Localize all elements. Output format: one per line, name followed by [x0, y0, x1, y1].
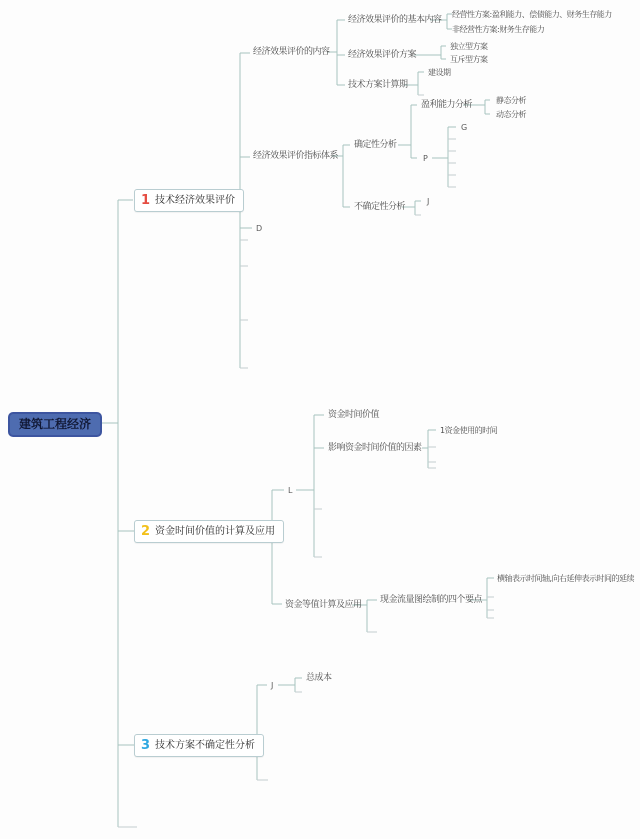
node-placeholder-j1[interactable]: J: [427, 197, 430, 206]
node-dynamic-analysis[interactable]: 动态分析: [496, 110, 526, 119]
node-independent-plan[interactable]: 独立型方案: [450, 42, 488, 51]
node-operational-plan[interactable]: 经营性方案:盈利能力、偿债能力、财务生存能力: [452, 10, 612, 19]
node-fund-use-time[interactable]: 1资金使用的时间: [440, 426, 498, 435]
branch-1-label: 技术经济效果评价: [155, 195, 236, 206]
branch-3-number: 3: [141, 738, 151, 753]
branch-2-number: 2: [141, 524, 151, 539]
node-cashflow-points[interactable]: 现金流量图绘制的四个要点: [380, 595, 483, 605]
branch-1-box[interactable]: [134, 189, 244, 212]
branch-3-label: 技术方案不确定性分析: [155, 740, 256, 751]
node-equivalence-calc[interactable]: 资金等值计算及应用: [285, 600, 362, 610]
node-eval-plan[interactable]: 经济效果评价方案: [348, 50, 417, 60]
node-placeholder-d[interactable]: D: [256, 224, 263, 233]
branch-2-label: 资金时间价值的计算及应用: [155, 526, 276, 537]
node-mutex-plan[interactable]: 互斥型方案: [450, 55, 488, 64]
node-static-analysis[interactable]: 静态分析: [496, 96, 526, 105]
node-placeholder-l[interactable]: L: [288, 486, 293, 495]
node-total-cost[interactable]: 总成本: [306, 673, 332, 683]
node-eval-content[interactable]: 经济效果评价的内容: [253, 47, 330, 57]
branch-connectors: [92, 14, 494, 827]
node-horizontal-axis[interactable]: 横轴表示时间轴,向右延伸表示时间的延续: [497, 574, 635, 583]
node-calc-period[interactable]: 技术方案计算期: [348, 80, 408, 90]
node-eval-basic[interactable]: 经济效果评价的基本内容: [348, 15, 442, 25]
node-time-value[interactable]: 资金时间价值: [328, 410, 380, 420]
node-placeholder-j2[interactable]: J: [271, 681, 274, 690]
root-node[interactable]: 建筑工程经济: [8, 412, 102, 437]
node-placeholder-p[interactable]: P: [423, 154, 428, 163]
branch-3-box[interactable]: [134, 734, 264, 757]
node-index-system[interactable]: 经济效果评价指标体系: [253, 151, 339, 161]
node-uncertainty-analysis[interactable]: 不确定性分析: [354, 202, 406, 212]
node-placeholder-g[interactable]: G: [461, 123, 468, 132]
node-construction-period[interactable]: 建设期: [428, 68, 451, 77]
node-profit-analysis[interactable]: 盈利能力分析: [421, 100, 473, 110]
branch-2-box[interactable]: [134, 520, 284, 543]
node-time-value-factors[interactable]: 影响资金时间价值的因素: [328, 443, 422, 453]
branch-1-number: 1: [141, 193, 151, 208]
node-nonoperational-plan[interactable]: 非经营性方案:财务生存能力: [452, 25, 545, 34]
node-certainty-analysis[interactable]: 确定性分析: [354, 140, 397, 150]
